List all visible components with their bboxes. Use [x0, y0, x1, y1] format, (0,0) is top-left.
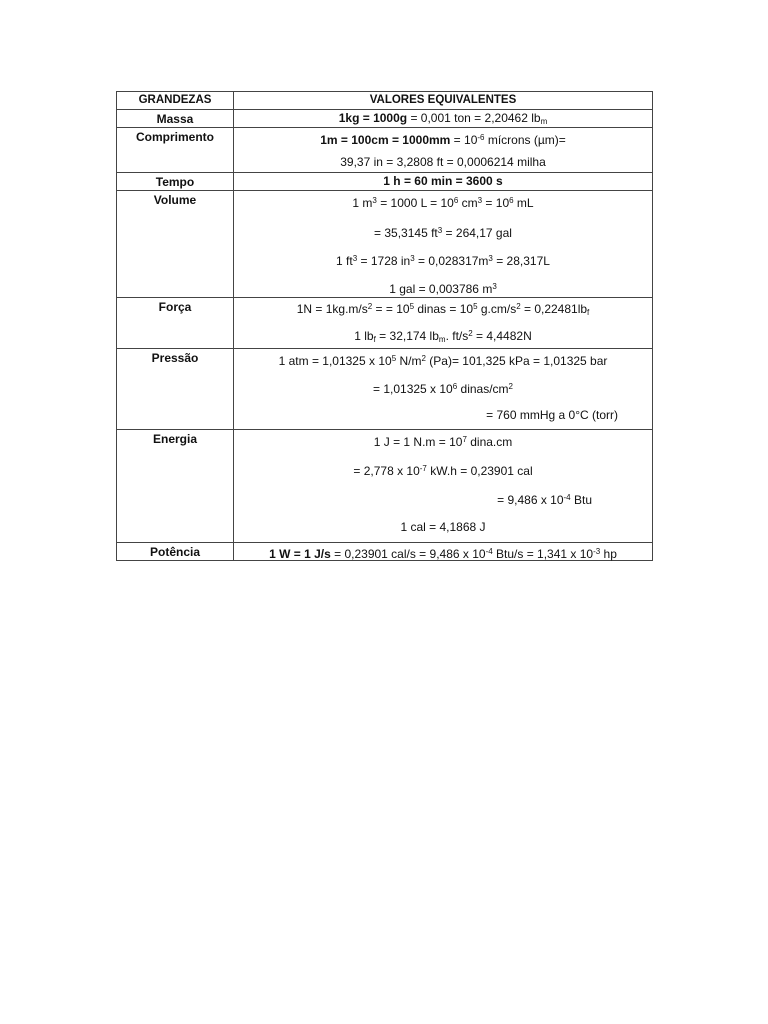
quantity-label: Energia	[117, 430, 234, 543]
row-comprimento	[117, 128, 653, 173]
row-energia	[117, 430, 653, 543]
value-line: 1 $lb_f = 32,174$ $lb_m$. $ft/s^2 = 4,4482N$	[354, 329, 532, 344]
values-cell	[234, 298, 653, 349]
value-line: = 9,486 x $10^{-4}$ Btu	[497, 493, 592, 507]
values-cell	[234, 110, 653, 128]
quantity-label: Volume	[117, 191, 234, 298]
value-line: 1 $m^3 = 1000$ $L = 10^6$ $cm^3 = 10^6$ mL	[352, 196, 534, 210]
value-line: 39,37 in = 3,2808 ft = 0,0006214 milha	[340, 155, 546, 169]
row-pressao	[117, 349, 653, 430]
value-line: 1 $ft^3 = 1728$ $in^3 = 0,028317m^3 = 28,317L$	[336, 254, 550, 268]
row-forca	[117, 298, 653, 349]
quantity-label: Força	[117, 298, 234, 349]
table-header-row	[117, 92, 653, 110]
value-line: $1m = 100cm = 1000mm = 10^{-6}$ mícrons (µm)=	[320, 133, 566, 147]
quantity-label: Potência	[117, 543, 234, 561]
row-potencia	[117, 543, 653, 561]
value-line: 1 h = 60 min = 3600 s	[383, 174, 503, 188]
value-line: 1 W = 1 J/s = 0,23901 cal/s = 9,486 x $10^{-4}$ Btu/s = 1,341 x $10^{-3}$ hp	[269, 547, 617, 561]
value-line: = 35,3145 $ft^3 = 264,17$ gal	[374, 226, 512, 240]
value-line: 1 cal = 4,1868 J	[400, 520, 486, 534]
quantity-label: Comprimento	[117, 128, 234, 173]
values-cell	[234, 128, 653, 173]
quantity-label: Massa	[117, 110, 234, 128]
header-quantity: GRANDEZAS	[117, 92, 234, 110]
values-cell	[234, 543, 653, 561]
value-line: $1N = 1kg.m/s^2$ = = $10^5$ dinas = $10^5$ $g.cm/s^2 = 0,22481lb_f$	[296, 302, 590, 317]
values-cell	[234, 173, 653, 191]
values-cell	[234, 349, 653, 430]
row-volume	[117, 191, 653, 298]
value-line: 1 J = 1 $N.m = 10^7$ dina.cm	[373, 435, 513, 449]
value-line: 1 gal = 0,003786 $m^3$	[389, 282, 497, 296]
header-values: VALORES EQUIVALENTES	[234, 92, 653, 110]
conversion-table	[116, 91, 653, 561]
value-line: = 2,778 x $10^{-7}$ kW.h = 0,23901 cal	[353, 464, 533, 478]
quantity-label: Tempo	[117, 173, 234, 191]
value-line: 1 atm = 1,01325 x $10^5$ $N/m^2$ (Pa)= 101,325 kPa = 1,01325 bar	[278, 354, 608, 368]
value-line: = 1,01325 x $10^6$ dinas/$cm^2$	[373, 382, 513, 396]
quantity-label: Pressão	[117, 349, 234, 430]
row-massa	[117, 110, 653, 128]
values-cell	[234, 191, 653, 298]
value-line: = 760 mmHg a 0°C (torr)	[486, 408, 618, 422]
row-tempo	[117, 173, 653, 191]
values-cell	[234, 430, 653, 543]
value-line: 1kg = 1000g = 0,001 ton = 2,20462 $lb_m$	[338, 111, 548, 126]
